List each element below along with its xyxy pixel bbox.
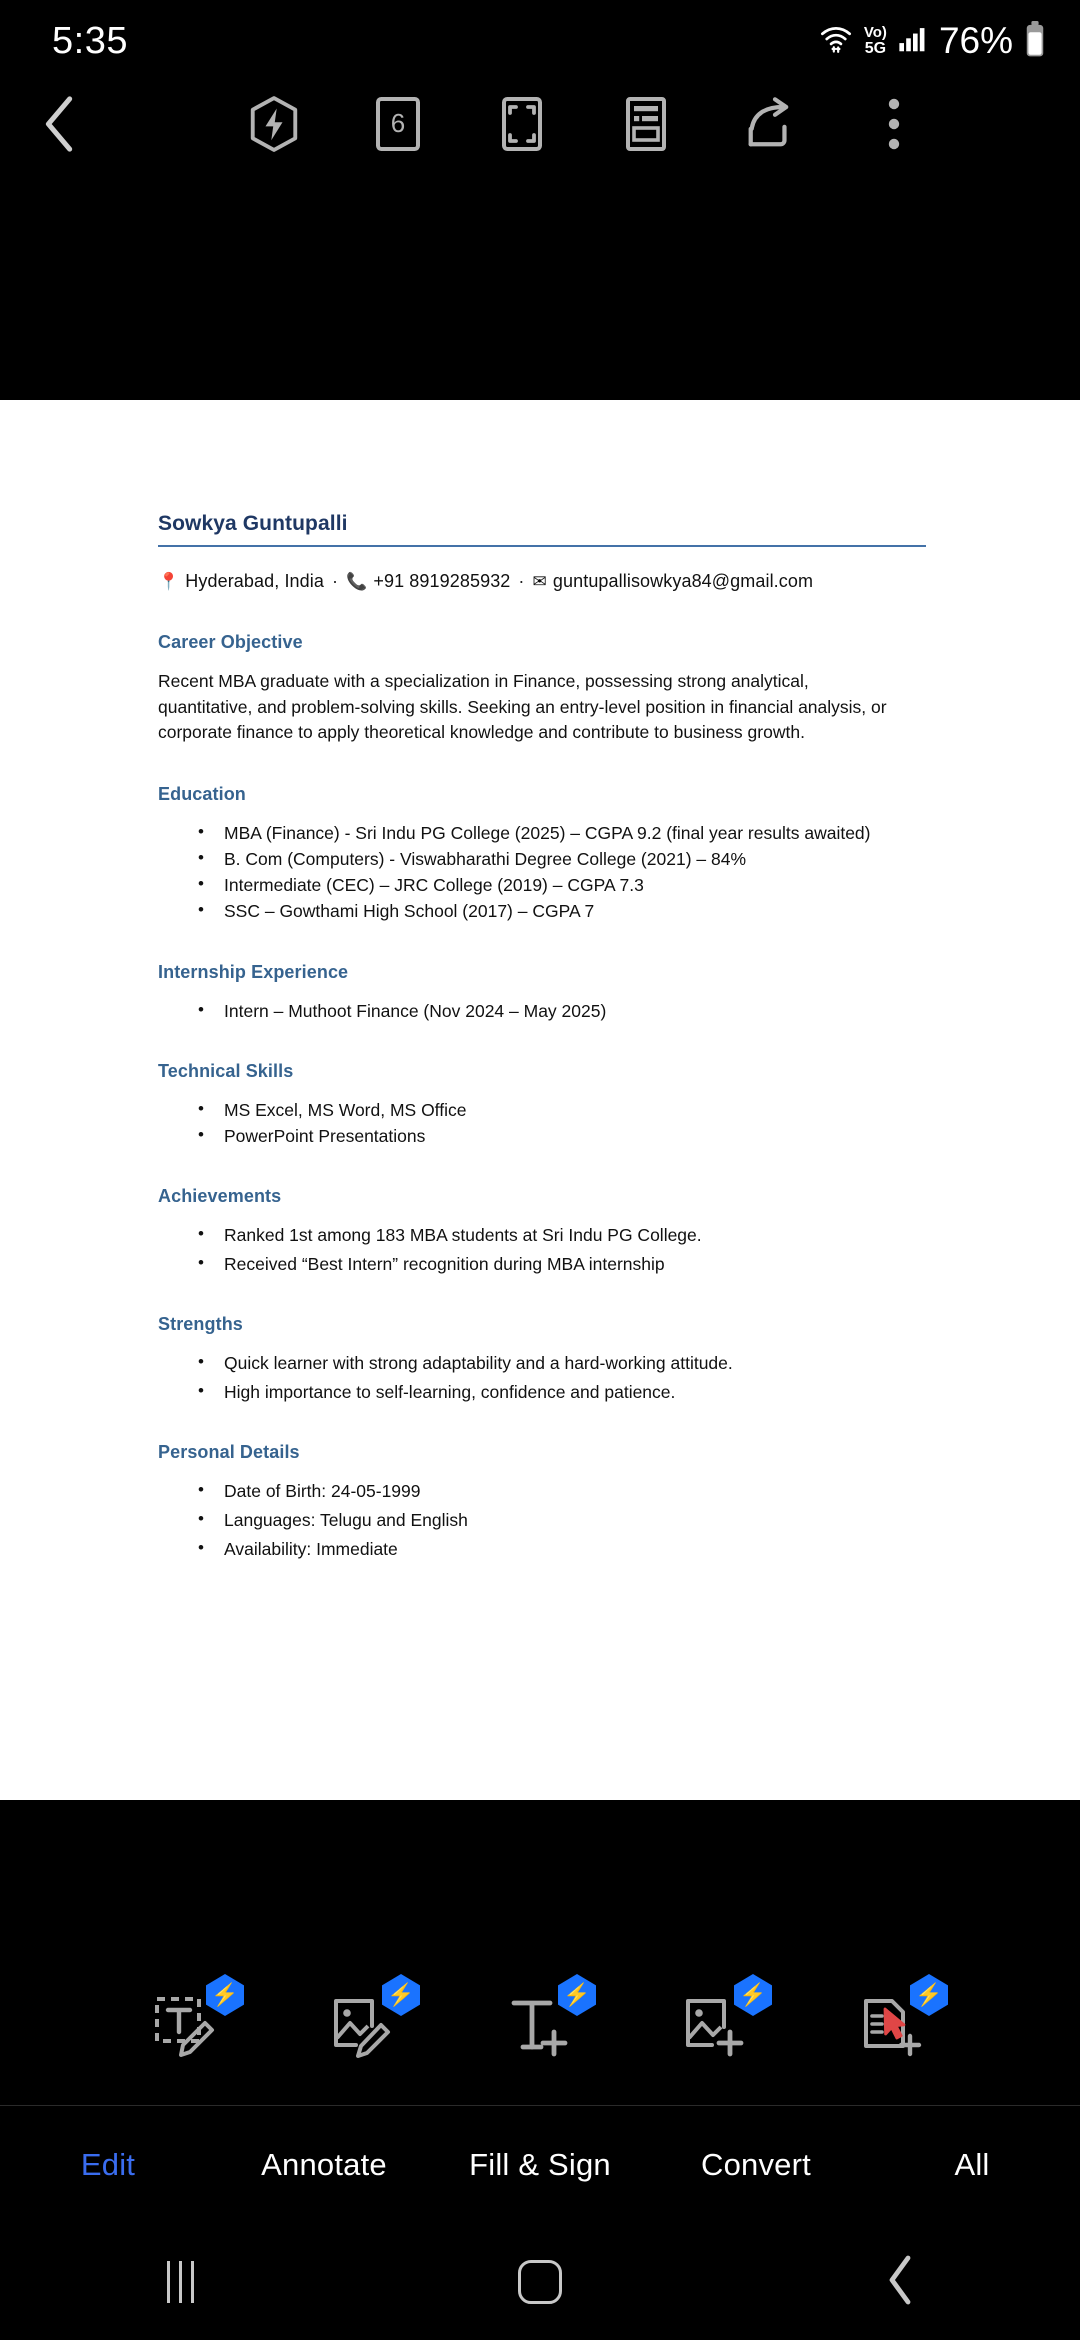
android-nav-bar	[0, 2224, 1080, 2340]
lightning-icon: ⚡	[739, 1982, 767, 2007]
section-heading-achievements: Achievements	[158, 1185, 282, 1206]
tab-convert[interactable]: Convert	[701, 2147, 811, 2182]
wifi-icon	[819, 24, 853, 59]
cellular-signal-icon	[898, 25, 928, 58]
lightning-icon: ⚡	[387, 1982, 415, 2007]
premium-badge	[558, 1974, 596, 2016]
nav-back-button[interactable]	[840, 2242, 960, 2322]
page-count-label: 6	[390, 108, 406, 138]
tab-all[interactable]: All	[954, 2147, 990, 2182]
list-item: • Availability: Immediate	[158, 1538, 934, 1561]
fit-to-screen-button[interactable]	[460, 82, 584, 170]
tab-edit[interactable]: Edit	[80, 2147, 136, 2182]
nav-back-icon	[883, 2254, 917, 2311]
recents-icon	[167, 2261, 194, 2303]
section-heading-personal-details: Personal Details	[158, 1442, 300, 1463]
list-item: • B. Com (Computers) - Viswabharathi Degree College (2021) – 84%	[158, 848, 934, 871]
list-item: • Intermediate (CEC) – JRC College (2019) – CGPA 7.3	[158, 874, 934, 897]
education-list	[158, 822, 934, 923]
list-item: • Ranked 1st among 183 MBA students at Sri Indu PG College.	[158, 1224, 934, 1247]
contact-phone: +91 8919285932	[373, 571, 511, 591]
edit-image-tool[interactable]	[322, 1982, 415, 2072]
tool-row	[0, 1955, 1080, 2105]
battery-percent-label: 76%	[938, 20, 1013, 61]
add-image-tool[interactable]	[674, 1982, 767, 2072]
email-icon: ✉	[532, 571, 547, 591]
hexagon-lightning-icon	[248, 95, 300, 158]
share-button[interactable]	[708, 82, 832, 170]
home-icon	[518, 2260, 562, 2304]
location-pin-icon: 📍	[158, 571, 180, 591]
nav-home-button[interactable]	[480, 2242, 600, 2322]
section-heading-internship-experience: Internship Experience	[158, 961, 349, 982]
back-button[interactable]	[28, 94, 92, 158]
sign-tool[interactable]	[850, 1982, 943, 2072]
contact-separator-1: ·	[331, 571, 339, 591]
tab-fill-sign[interactable]: Fill & Sign	[469, 2147, 611, 2182]
document-viewer[interactable]	[0, 268, 1080, 1800]
outline-button[interactable]	[584, 82, 708, 170]
achievements-list	[158, 1224, 934, 1276]
list-item: • PowerPoint Presentations	[158, 1125, 934, 1148]
lightning-icon: ⚡	[211, 1982, 239, 2007]
top-toolbar	[0, 82, 1080, 170]
contact-line	[158, 571, 934, 592]
list-item: • Intern – Muthoot Finance (Nov 2024 – May 2025)	[158, 1000, 934, 1023]
more-options-button[interactable]	[832, 82, 956, 170]
share-icon	[743, 96, 797, 157]
technical-skills-list	[158, 1099, 934, 1148]
add-text-tool[interactable]	[498, 1982, 591, 2072]
lightning-icon: ⚡	[915, 1982, 943, 2007]
personal-details-list	[158, 1480, 934, 1561]
nav-recents-button[interactable]	[120, 2242, 240, 2322]
list-item: • Quick learner with strong adaptability and a hard-working attitude.	[158, 1352, 934, 1375]
premium-badge	[382, 1974, 420, 2016]
list-item: • Received “Best Intern” recognition during MBA internship	[158, 1253, 934, 1276]
contact-location: Hyderabad, India	[185, 571, 324, 591]
battery-icon	[1024, 21, 1046, 62]
name-divider	[158, 545, 926, 547]
status-bar	[0, 0, 1080, 82]
contact-separator-2: ·	[518, 571, 525, 591]
resume-name: Sowkya Guntupalli	[158, 512, 348, 535]
page-count-button[interactable]	[336, 82, 460, 170]
premium-badge	[910, 1974, 948, 2016]
more-vertical-icon	[884, 96, 904, 157]
section-heading-career-objective: Career Objective	[158, 632, 303, 652]
bottom-tab-bar	[0, 2106, 1080, 2224]
section-heading-strengths: Strengths	[158, 1314, 243, 1334]
status-indicators	[819, 20, 1046, 62]
volte-5g-icon: Vo) 5G	[863, 24, 887, 57]
list-item: • High importance to self-learning, confidence and patience.	[158, 1381, 934, 1404]
list-item: • MS Excel, MS Word, MS Office	[158, 1099, 934, 1122]
quick-action-button[interactable]	[212, 82, 336, 170]
edit-text-tool[interactable]	[146, 1982, 239, 2072]
section-heading-technical-skills: Technical Skills	[158, 1060, 294, 1081]
internship-list	[158, 1000, 934, 1023]
lightning-icon: ⚡	[563, 1982, 591, 2007]
premium-badge	[734, 1974, 772, 2016]
premium-badge	[206, 1974, 244, 2016]
career-objective-text: Recent MBA graduate with a specialization in Finance, possessing strong analytical, quantitative, and problem-solving skills. Seeking an entry-level position in financial analysis, or corporate finance to apply theoretical knowledge and contribute to business growth.	[158, 671, 887, 743]
contact-email: guntupallisowkya84@gmail.com	[552, 571, 814, 591]
phone-icon: 📞	[346, 571, 368, 591]
chevron-left-icon	[38, 95, 82, 158]
list-item: • Date of Birth: 24-05-1999	[158, 1480, 934, 1503]
section-heading-education: Education	[158, 784, 246, 805]
fit-screen-icon	[498, 96, 546, 157]
tab-annotate[interactable]: Annotate	[261, 2147, 387, 2182]
strengths-list	[158, 1352, 934, 1404]
document-outline-icon	[622, 96, 670, 157]
status-clock: 5:35	[52, 19, 128, 62]
list-item: • Languages: Telugu and English	[158, 1509, 934, 1532]
list-item: • MBA (Finance) - Sri Indu PG College (2025) – CGPA 9.2 (final year results awaited)	[158, 822, 934, 845]
pdf-page[interactable]	[0, 400, 1080, 1800]
page-count-icon	[374, 96, 422, 157]
resume-content	[158, 400, 934, 1567]
list-item: • SSC – Gowthami High School (2017) – CGPA 7	[158, 900, 934, 923]
